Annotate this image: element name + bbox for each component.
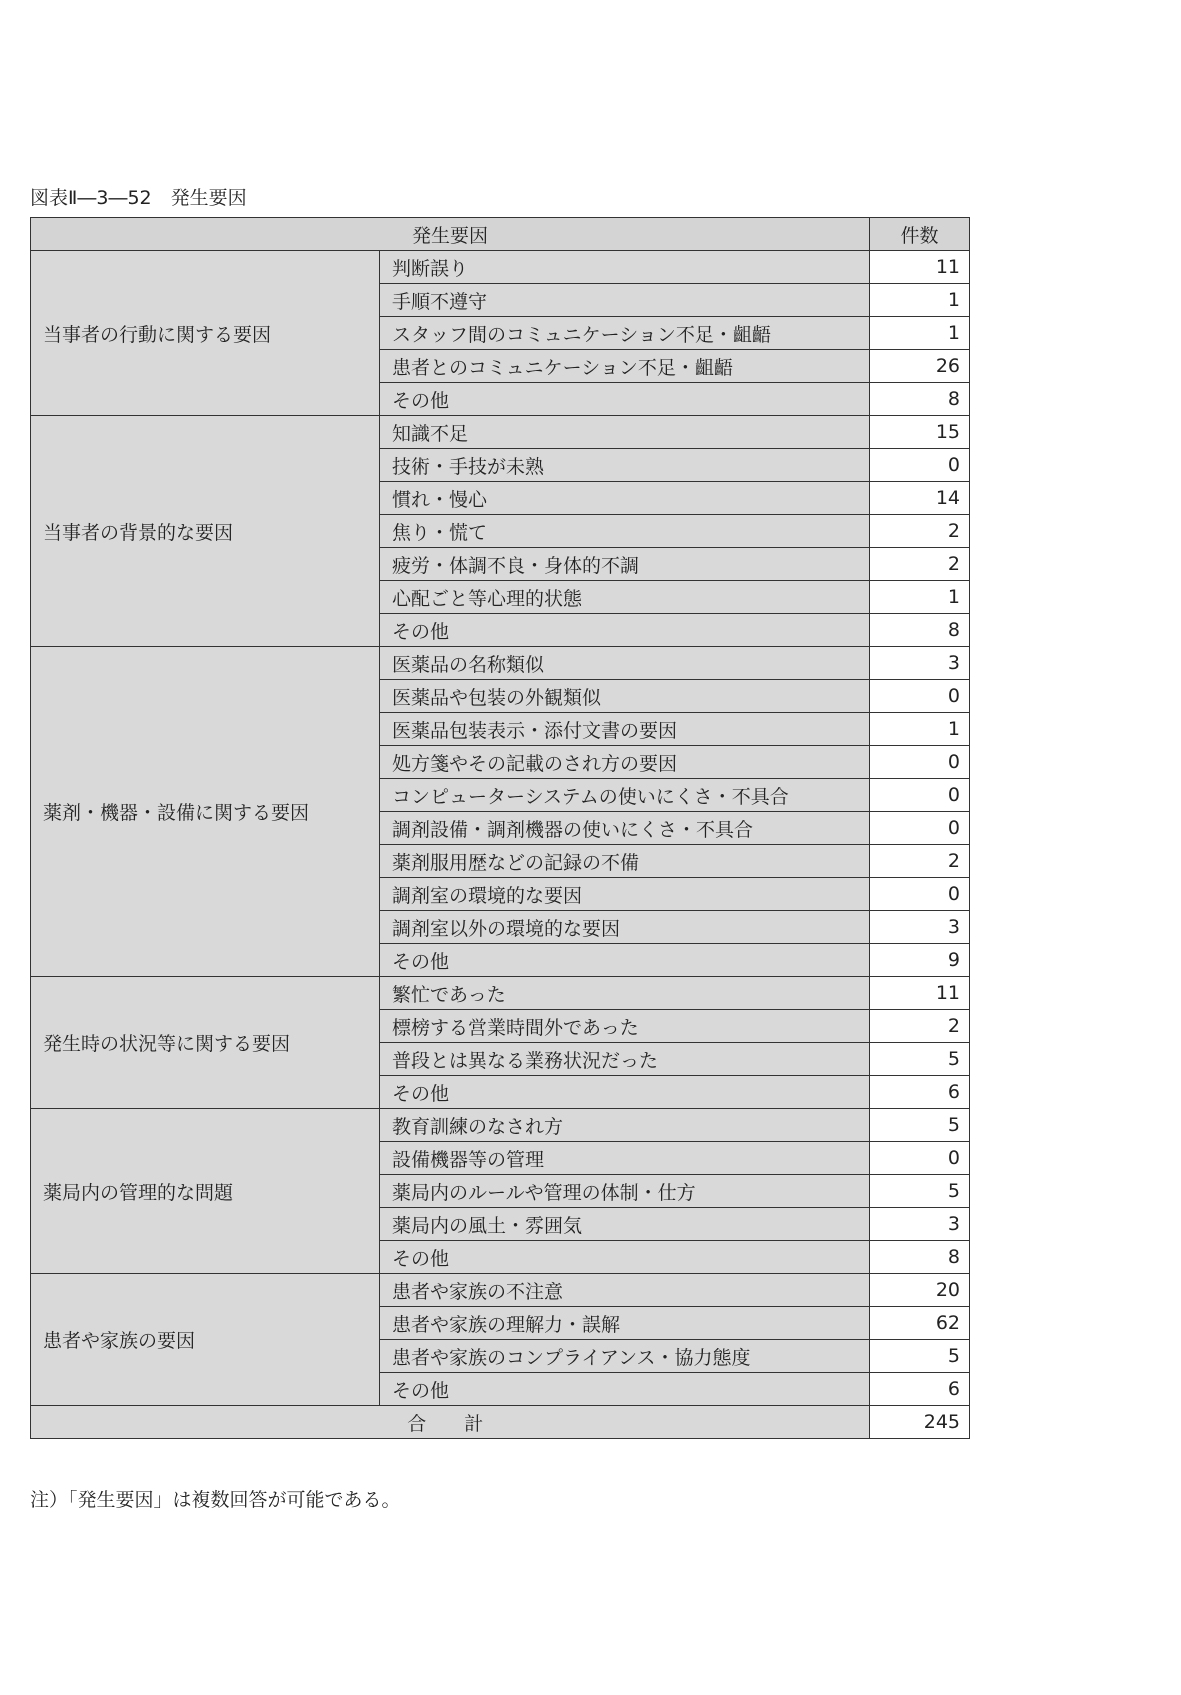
factor-label-cell: その他: [380, 614, 870, 647]
factor-label-cell: 患者や家族の不注意: [380, 1274, 870, 1307]
footnote: 注）「発生要因」は複数回答が可能である。: [30, 1489, 401, 1511]
count-cell: 2: [870, 515, 970, 548]
factor-label-cell: その他: [380, 1373, 870, 1406]
table-row: [31, 251, 970, 284]
factor-label-cell: 医薬品包装表示・添付文書の要因: [380, 713, 870, 746]
factor-label-cell: スタッフ間のコミュニケーション不足・齟齬: [380, 317, 870, 350]
count-cell: 62: [870, 1307, 970, 1340]
total-row: [31, 1406, 970, 1439]
count-cell: 0: [870, 1142, 970, 1175]
count-cell: 6: [870, 1076, 970, 1109]
factor-label-cell: 慣れ・慢心: [380, 482, 870, 515]
factor-label-cell: 薬局内のルールや管理の体制・仕方: [380, 1175, 870, 1208]
count-cell: 5: [870, 1175, 970, 1208]
table-row: [31, 977, 970, 1010]
table-body: [31, 251, 970, 1406]
count-cell: 1: [870, 713, 970, 746]
factor-label-cell: 医薬品や包装の外観類似: [380, 680, 870, 713]
table-caption: 図表Ⅱ―3―52 発生要因: [30, 187, 247, 209]
count-cell: 5: [870, 1109, 970, 1142]
factor-label-cell: 普段とは異なる業務状況だった: [380, 1043, 870, 1076]
count-cell: 20: [870, 1274, 970, 1307]
factor-label-cell: 処方箋やその記載のされ方の要因: [380, 746, 870, 779]
count-cell: 8: [870, 1241, 970, 1274]
factor-label-cell: 疲労・体調不良・身体的不調: [380, 548, 870, 581]
factor-label-cell: 心配ごと等心理的状態: [380, 581, 870, 614]
table-row: [31, 416, 970, 449]
factor-label-cell: 患者や家族の理解力・誤解: [380, 1307, 870, 1340]
factor-label-cell: 薬剤服用歴などの記録の不備: [380, 845, 870, 878]
factor-label-cell: 判断誤り: [380, 251, 870, 284]
factor-label-cell: 技術・手技が未熟: [380, 449, 870, 482]
header-count: 件数: [870, 218, 970, 251]
factor-table: [30, 217, 970, 1439]
factor-label-cell: 調剤室以外の環境的な要因: [380, 911, 870, 944]
category-cell: 薬局内の管理的な問題: [31, 1109, 380, 1274]
count-cell: 8: [870, 614, 970, 647]
count-cell: 26: [870, 350, 970, 383]
count-cell: 14: [870, 482, 970, 515]
count-cell: 0: [870, 878, 970, 911]
table-row: [31, 647, 970, 680]
factor-label-cell: その他: [380, 383, 870, 416]
factor-label-cell: 知識不足: [380, 416, 870, 449]
category-cell: 当事者の行動に関する要因: [31, 251, 380, 416]
count-cell: 3: [870, 911, 970, 944]
table-row: [31, 1109, 970, 1142]
count-cell: 5: [870, 1043, 970, 1076]
category-cell: 当事者の背景的な要因: [31, 416, 380, 647]
factor-label-cell: その他: [380, 1076, 870, 1109]
count-cell: 11: [870, 251, 970, 284]
count-cell: 5: [870, 1340, 970, 1373]
category-cell: 発生時の状況等に関する要因: [31, 977, 380, 1109]
header-factor: 発生要因: [31, 218, 870, 251]
count-cell: 2: [870, 845, 970, 878]
factor-label-cell: 教育訓練のなされ方: [380, 1109, 870, 1142]
count-cell: 2: [870, 1010, 970, 1043]
factor-label-cell: 調剤室の環境的な要因: [380, 878, 870, 911]
count-cell: 15: [870, 416, 970, 449]
category-cell: 薬剤・機器・設備に関する要因: [31, 647, 380, 977]
factor-label-cell: その他: [380, 944, 870, 977]
factor-label-cell: 標榜する営業時間外であった: [380, 1010, 870, 1043]
count-cell: 2: [870, 548, 970, 581]
factor-label-cell: その他: [380, 1241, 870, 1274]
count-cell: 0: [870, 680, 970, 713]
count-cell: 3: [870, 1208, 970, 1241]
total-count: 245: [870, 1406, 970, 1439]
factor-label-cell: 医薬品の名称類似: [380, 647, 870, 680]
count-cell: 1: [870, 317, 970, 350]
count-cell: 1: [870, 581, 970, 614]
count-cell: 6: [870, 1373, 970, 1406]
count-cell: 0: [870, 746, 970, 779]
factor-label-cell: 薬局内の風土・雰囲気: [380, 1208, 870, 1241]
count-cell: 9: [870, 944, 970, 977]
total-label: 合 計: [31, 1406, 870, 1439]
factor-label-cell: 設備機器等の管理: [380, 1142, 870, 1175]
category-cell: 患者や家族の要因: [31, 1274, 380, 1406]
factor-label-cell: 繁忙であった: [380, 977, 870, 1010]
count-cell: 0: [870, 779, 970, 812]
factor-label-cell: 患者や家族のコンプライアンス・協力態度: [380, 1340, 870, 1373]
factor-label-cell: コンピューターシステムの使いにくさ・不具合: [380, 779, 870, 812]
factor-label-cell: 調剤設備・調剤機器の使いにくさ・不具合: [380, 812, 870, 845]
count-cell: 0: [870, 449, 970, 482]
count-cell: 11: [870, 977, 970, 1010]
factor-label-cell: 手順不遵守: [380, 284, 870, 317]
count-cell: 3: [870, 647, 970, 680]
table-row: [31, 1274, 970, 1307]
count-cell: 8: [870, 383, 970, 416]
count-cell: 1: [870, 284, 970, 317]
factor-label-cell: 焦り・慌て: [380, 515, 870, 548]
table-header-row: [31, 218, 970, 251]
count-cell: 0: [870, 812, 970, 845]
factor-label-cell: 患者とのコミュニケーション不足・齟齬: [380, 350, 870, 383]
